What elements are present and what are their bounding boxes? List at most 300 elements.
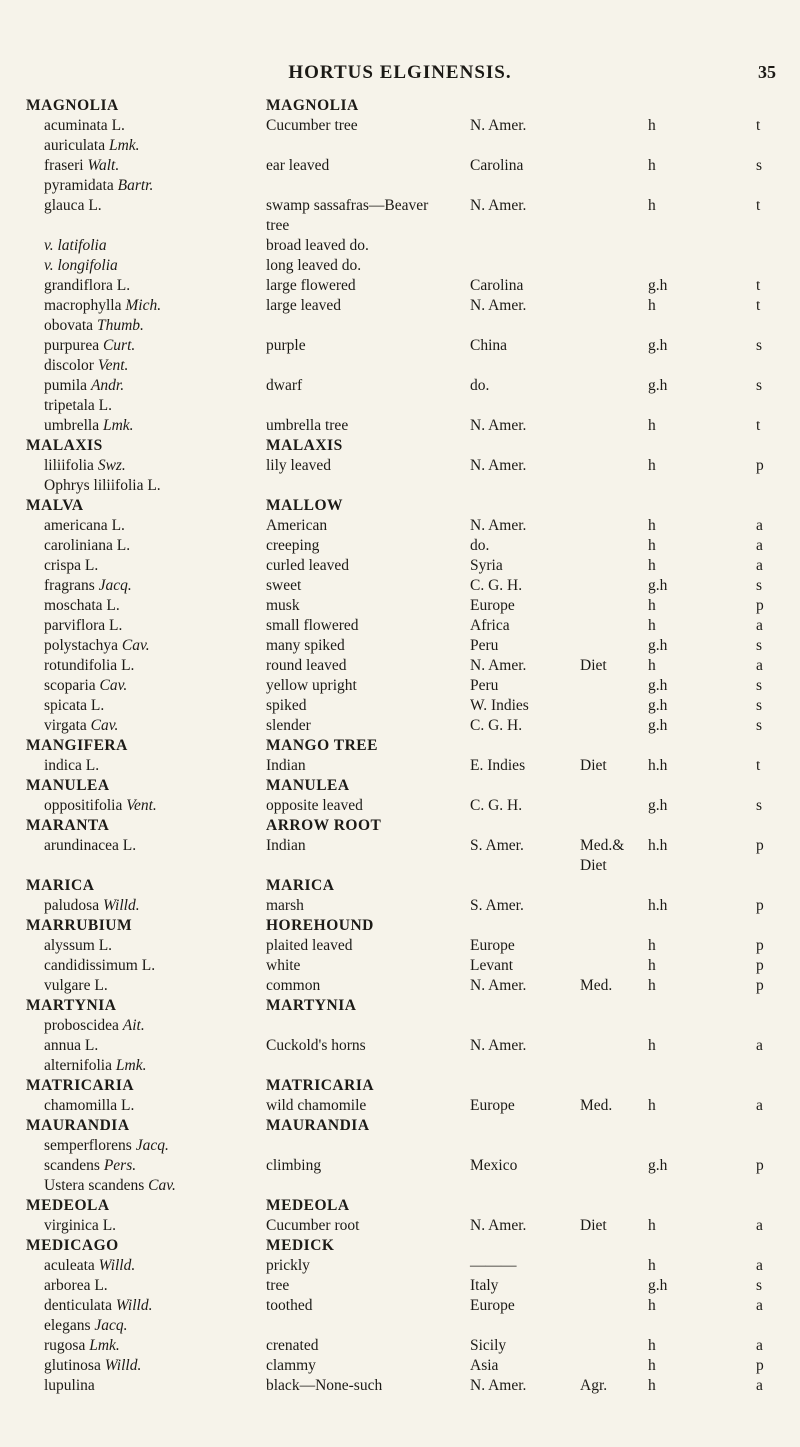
native-region: Europe (470, 1297, 515, 1314)
english-name: umbrella tree (266, 417, 349, 434)
habit: h (648, 657, 656, 674)
habit: h (648, 157, 656, 174)
genus-row (0, 816, 800, 836)
latin-name: lupulina (44, 1377, 95, 1394)
genus-row (0, 436, 800, 456)
duration: a (756, 557, 763, 574)
habit: h (648, 557, 656, 574)
english-name: creeping (266, 537, 320, 554)
latin-name: MANULEA (26, 777, 110, 794)
habit: g.h (648, 1157, 668, 1174)
table-row (0, 356, 800, 376)
english-name: lily leaved (266, 457, 331, 474)
native-region: N. Amer. (470, 1377, 527, 1394)
duration: a (756, 1097, 763, 1114)
english-name: white (266, 957, 301, 974)
habit: h (648, 937, 656, 954)
latin-name: pumila Andr. (44, 377, 125, 394)
latin-name: paludosa Willd. (44, 897, 140, 914)
latin-name: elegans Jacq. (44, 1317, 128, 1334)
english-name: toothed (266, 1297, 313, 1314)
habit: g.h (648, 697, 668, 714)
duration: t (756, 757, 761, 774)
duration: s (756, 337, 763, 354)
table-row (0, 276, 800, 296)
english-name: black—None-such (266, 1377, 383, 1394)
latin-name: MEDEOLA (26, 1197, 110, 1214)
genus-row (0, 736, 800, 756)
table-row (0, 796, 800, 816)
latin-name: chamomilla L. (44, 1097, 135, 1114)
latin-name: glauca L. (44, 197, 102, 214)
native-region: N. Amer. (470, 417, 527, 434)
genus-row (0, 876, 800, 896)
table-row (0, 1376, 800, 1396)
english-name: dwarf (266, 377, 303, 394)
table-row (0, 596, 800, 616)
english-name: round leaved (266, 657, 347, 674)
table-row (0, 656, 800, 676)
english-name: Cuckold's horns (266, 1037, 366, 1054)
english-name: ARROW ROOT (266, 817, 382, 834)
habit: h (648, 1217, 656, 1234)
duration: p (756, 457, 764, 474)
latin-name: fraseri Walt. (44, 157, 120, 174)
habit: g.h (648, 337, 668, 354)
habit: h (648, 457, 656, 474)
english-name: climbing (266, 1157, 322, 1174)
duration: p (756, 1357, 764, 1374)
genus-row (0, 496, 800, 516)
table-row (0, 316, 800, 336)
duration: s (756, 677, 763, 694)
native-region: N. Amer. (470, 197, 527, 214)
latin-name: liliifolia Swz. (44, 457, 126, 474)
duration: s (756, 637, 763, 654)
english-name: purple (266, 337, 306, 354)
use: Diet (580, 1217, 607, 1234)
table-row (0, 1216, 800, 1236)
english-name: large leaved (266, 297, 342, 314)
native-region: Sicily (470, 1337, 507, 1354)
habit: h.h (648, 897, 668, 914)
page-header (0, 62, 800, 92)
latin-name: Ophrys liliifolia L. (44, 477, 161, 494)
native-region: do. (470, 537, 490, 554)
latin-name: spicata L. (44, 697, 105, 714)
native-region: N. Amer. (470, 657, 527, 674)
use: Med. (580, 1097, 613, 1114)
genus-row (0, 1116, 800, 1136)
use: Diet (580, 857, 607, 874)
duration: a (756, 617, 763, 634)
duration: p (756, 1157, 764, 1174)
latin-name: rugosa Lmk. (44, 1337, 120, 1354)
running-title: HORTUS ELGINENSIS. (288, 62, 512, 83)
table-row (0, 376, 800, 396)
latin-name: MARTYNIA (26, 997, 117, 1014)
table-row (0, 1316, 800, 1336)
native-region: S. Amer. (470, 837, 524, 854)
table-row (0, 1256, 800, 1276)
latin-name: americana L. (44, 517, 125, 534)
latin-name: pyramidata Bartr. (44, 177, 154, 194)
habit: h (648, 117, 656, 134)
latin-name: discolor Vent. (44, 357, 129, 374)
latin-name: rotundifolia L. (44, 657, 135, 674)
habit: h (648, 517, 656, 534)
duration: s (756, 377, 763, 394)
habit: h (648, 297, 656, 314)
latin-name: MALAXIS (26, 437, 103, 454)
table-row (0, 156, 800, 176)
english-name: yellow upright (266, 677, 357, 694)
duration: s (756, 697, 763, 714)
table-row (0, 1296, 800, 1316)
duration: t (756, 197, 761, 214)
table-row (0, 1096, 800, 1116)
english-name: HOREHOUND (266, 917, 374, 934)
latin-name: oppositifolia Vent. (44, 797, 157, 814)
latin-name: grandiflora L. (44, 277, 131, 294)
latin-name: MAGNOLIA (26, 97, 119, 114)
latin-name: auriculata Lmk. (44, 137, 140, 154)
use: Diet (580, 757, 607, 774)
table-row (0, 236, 800, 256)
native-region: N. Amer. (470, 457, 527, 474)
use: Med. (580, 977, 613, 994)
native-region: C. G. H. (470, 797, 523, 814)
native-region: Italy (470, 1277, 499, 1294)
habit: g.h (648, 677, 668, 694)
native-region: Africa (470, 617, 510, 634)
english-name: tree (266, 217, 290, 234)
native-region: Carolina (470, 157, 524, 174)
latin-name: umbrella Lmk. (44, 417, 134, 434)
latin-name: denticulata Willd. (44, 1297, 153, 1314)
habit: h (648, 1257, 656, 1274)
table-row (0, 896, 800, 916)
duration: a (756, 1377, 763, 1394)
latin-name: scoparia Cav. (44, 677, 128, 694)
duration: s (756, 1277, 763, 1294)
native-region: Europe (470, 1097, 515, 1114)
latin-name: candidissimum L. (44, 957, 156, 974)
english-name: MAURANDIA (266, 1117, 370, 1134)
english-name: Cucumber tree (266, 117, 358, 134)
english-name: prickly (266, 1257, 310, 1274)
habit: h (648, 977, 656, 994)
duration: t (756, 417, 761, 434)
table-row (0, 1336, 800, 1356)
latin-name: annua L. (44, 1037, 99, 1054)
latin-name: indica L. (44, 757, 100, 774)
use: Med.& (580, 837, 625, 854)
habit: g.h (648, 377, 668, 394)
english-name: many spiked (266, 637, 345, 654)
catalogue-table (0, 96, 800, 1396)
latin-name: MARICA (26, 877, 95, 894)
genus-row (0, 1236, 800, 1256)
duration: t (756, 277, 761, 294)
duration: p (756, 937, 764, 954)
table-row (0, 756, 800, 776)
duration: t (756, 297, 761, 314)
duration: a (756, 1297, 763, 1314)
duration: s (756, 717, 763, 734)
native-region: N. Amer. (470, 297, 527, 314)
duration: a (756, 1037, 763, 1054)
english-name: MATRICARIA (266, 1077, 375, 1094)
latin-name: aculeata Willd. (44, 1257, 136, 1274)
habit: g.h (648, 797, 668, 814)
genus-row (0, 776, 800, 796)
latin-name: v. latifolia (44, 237, 107, 254)
english-name: swamp sassafras—Beaver (266, 197, 429, 214)
english-name: MARICA (266, 877, 335, 894)
habit: h (648, 417, 656, 434)
genus-row (0, 1076, 800, 1096)
table-row (0, 476, 800, 496)
habit: h (648, 597, 656, 614)
duration: a (756, 1337, 763, 1354)
latin-name: MATRICARIA (26, 1077, 135, 1094)
duration: a (756, 657, 763, 674)
native-region: N. Amer. (470, 977, 527, 994)
native-region: Levant (470, 957, 514, 974)
native-region: Europe (470, 937, 515, 954)
habit: g.h (648, 637, 668, 654)
latin-name: macrophylla Mich. (44, 297, 162, 314)
genus-row (0, 916, 800, 936)
habit: g.h (648, 277, 668, 294)
latin-name: MARRUBIUM (26, 917, 133, 934)
latin-name: MANGIFERA (26, 737, 128, 754)
table-row (0, 1016, 800, 1036)
table-row (0, 196, 800, 216)
latin-name: MALVA (26, 497, 84, 514)
latin-name: alternifolia Lmk. (44, 1057, 147, 1074)
native-region: W. Indies (470, 697, 529, 714)
habit: h (648, 1297, 656, 1314)
native-region: Mexico (470, 1157, 518, 1174)
english-name: MAGNOLIA (266, 97, 359, 114)
table-row (0, 676, 800, 696)
table-row (0, 456, 800, 476)
table-row (0, 836, 800, 856)
latin-name: scandens Pers. (44, 1157, 137, 1174)
table-row (0, 1276, 800, 1296)
latin-name: parviflora L. (44, 617, 123, 634)
table-row (0, 856, 800, 876)
table-row (0, 956, 800, 976)
native-region: Asia (470, 1357, 499, 1374)
table-row (0, 636, 800, 656)
table-row (0, 936, 800, 956)
native-region: Europe (470, 597, 515, 614)
native-region: Syria (470, 557, 503, 574)
duration: p (756, 957, 764, 974)
table-row (0, 556, 800, 576)
english-name: slender (266, 717, 311, 734)
english-name: American (266, 517, 328, 534)
latin-name: v. longifolia (44, 257, 118, 274)
latin-name: alyssum L. (44, 937, 113, 954)
latin-name: polystachya Cav. (44, 637, 150, 654)
habit: h (648, 537, 656, 554)
habit: h (648, 617, 656, 634)
latin-name: virginica L. (44, 1217, 117, 1234)
native-region: S. Amer. (470, 897, 524, 914)
native-region: N. Amer. (470, 1037, 527, 1054)
native-region: ——— (470, 1257, 517, 1274)
habit: h (648, 197, 656, 214)
table-row (0, 696, 800, 716)
table-row (0, 1056, 800, 1076)
table-row (0, 716, 800, 736)
native-region: Peru (470, 677, 499, 694)
english-name: Indian (266, 757, 306, 774)
latin-name: vulgare L. (44, 977, 108, 994)
habit: g.h (648, 1277, 668, 1294)
duration: s (756, 797, 763, 814)
duration: a (756, 517, 763, 534)
habit: h (648, 1337, 656, 1354)
duration: p (756, 597, 764, 614)
english-name: MANGO TREE (266, 737, 378, 754)
habit: g.h (648, 717, 668, 734)
latin-name: tripetala L. (44, 397, 112, 414)
duration: a (756, 1257, 763, 1274)
native-region: C. G. H. (470, 717, 523, 734)
table-row (0, 1136, 800, 1156)
latin-name: semperflorens Jacq. (44, 1137, 169, 1154)
latin-name: arborea L. (44, 1277, 108, 1294)
english-name: common (266, 977, 321, 994)
english-name: Cucumber root (266, 1217, 360, 1234)
page-number: 35 (758, 62, 776, 82)
native-region: C. G. H. (470, 577, 523, 594)
table-row (0, 136, 800, 156)
latin-name: caroliniana L. (44, 537, 131, 554)
latin-name: MARANTA (26, 817, 110, 834)
table-row (0, 1356, 800, 1376)
native-region: do. (470, 377, 490, 394)
english-name: MEDICK (266, 1237, 335, 1254)
duration: a (756, 1217, 763, 1234)
english-name: MALAXIS (266, 437, 343, 454)
english-name: MEDEOLA (266, 1197, 350, 1214)
habit: h.h (648, 837, 668, 854)
duration: p (756, 897, 764, 914)
latin-name: proboscidea Ait. (44, 1017, 145, 1034)
table-row (0, 576, 800, 596)
duration: p (756, 977, 764, 994)
table-row (0, 176, 800, 196)
table-row (0, 1176, 800, 1196)
latin-name: crispa L. (44, 557, 99, 574)
habit: h (648, 1097, 656, 1114)
habit: h (648, 1037, 656, 1054)
english-name: small flowered (266, 617, 359, 634)
genus-row (0, 96, 800, 116)
native-region: China (470, 337, 508, 354)
english-name: wild chamomile (266, 1097, 367, 1114)
duration: s (756, 157, 763, 174)
duration: t (756, 117, 761, 134)
english-name: tree (266, 1277, 290, 1294)
english-name: sweet (266, 577, 302, 594)
english-name: marsh (266, 897, 304, 914)
habit: h (648, 957, 656, 974)
use: Agr. (580, 1377, 608, 1394)
use: Diet (580, 657, 607, 674)
english-name: plaited leaved (266, 937, 353, 954)
english-name: musk (266, 597, 300, 614)
table-row (0, 116, 800, 136)
latin-name: arundinacea L. (44, 837, 137, 854)
genus-row (0, 1196, 800, 1216)
table-row (0, 256, 800, 276)
duration: p (756, 837, 764, 854)
english-name: MALLOW (266, 497, 344, 514)
native-region: N. Amer. (470, 517, 527, 534)
latin-name: fragrans Jacq. (44, 577, 132, 594)
latin-name: purpurea Curt. (44, 337, 136, 354)
english-name: MANULEA (266, 777, 350, 794)
english-name: MARTYNIA (266, 997, 357, 1014)
english-name: clammy (266, 1357, 316, 1374)
english-name: crenated (266, 1337, 319, 1354)
latin-name: moschata L. (44, 597, 120, 614)
habit: h.h (648, 757, 668, 774)
duration: s (756, 577, 763, 594)
latin-name: virgata Cav. (44, 717, 119, 734)
english-name: large flowered (266, 277, 356, 294)
latin-name: Ustera scandens Cav. (44, 1177, 176, 1194)
table-row (0, 516, 800, 536)
english-name: ear leaved (266, 157, 330, 174)
english-name: long leaved do. (266, 257, 362, 274)
latin-name: obovata Thumb. (44, 317, 144, 334)
table-row (0, 416, 800, 436)
habit: g.h (648, 577, 668, 594)
latin-name: MEDICAGO (26, 1237, 119, 1254)
table-row (0, 536, 800, 556)
latin-name: acuminata L. (44, 117, 125, 134)
english-name: broad leaved do. (266, 237, 369, 254)
native-region: N. Amer. (470, 117, 527, 134)
native-region: Peru (470, 637, 499, 654)
habit: h (648, 1377, 656, 1394)
table-row (0, 976, 800, 996)
native-region: E. Indies (470, 757, 526, 774)
english-name: Indian (266, 837, 306, 854)
native-region: N. Amer. (470, 1217, 527, 1234)
table-row (0, 1036, 800, 1056)
duration: a (756, 537, 763, 554)
native-region: Carolina (470, 277, 524, 294)
table-row (0, 1156, 800, 1176)
english-name: opposite leaved (266, 797, 363, 814)
english-name: spiked (266, 697, 307, 714)
table-row (0, 336, 800, 356)
table-row (0, 216, 800, 236)
table-row (0, 296, 800, 316)
genus-row (0, 996, 800, 1016)
latin-name: MAURANDIA (26, 1117, 130, 1134)
table-row (0, 396, 800, 416)
